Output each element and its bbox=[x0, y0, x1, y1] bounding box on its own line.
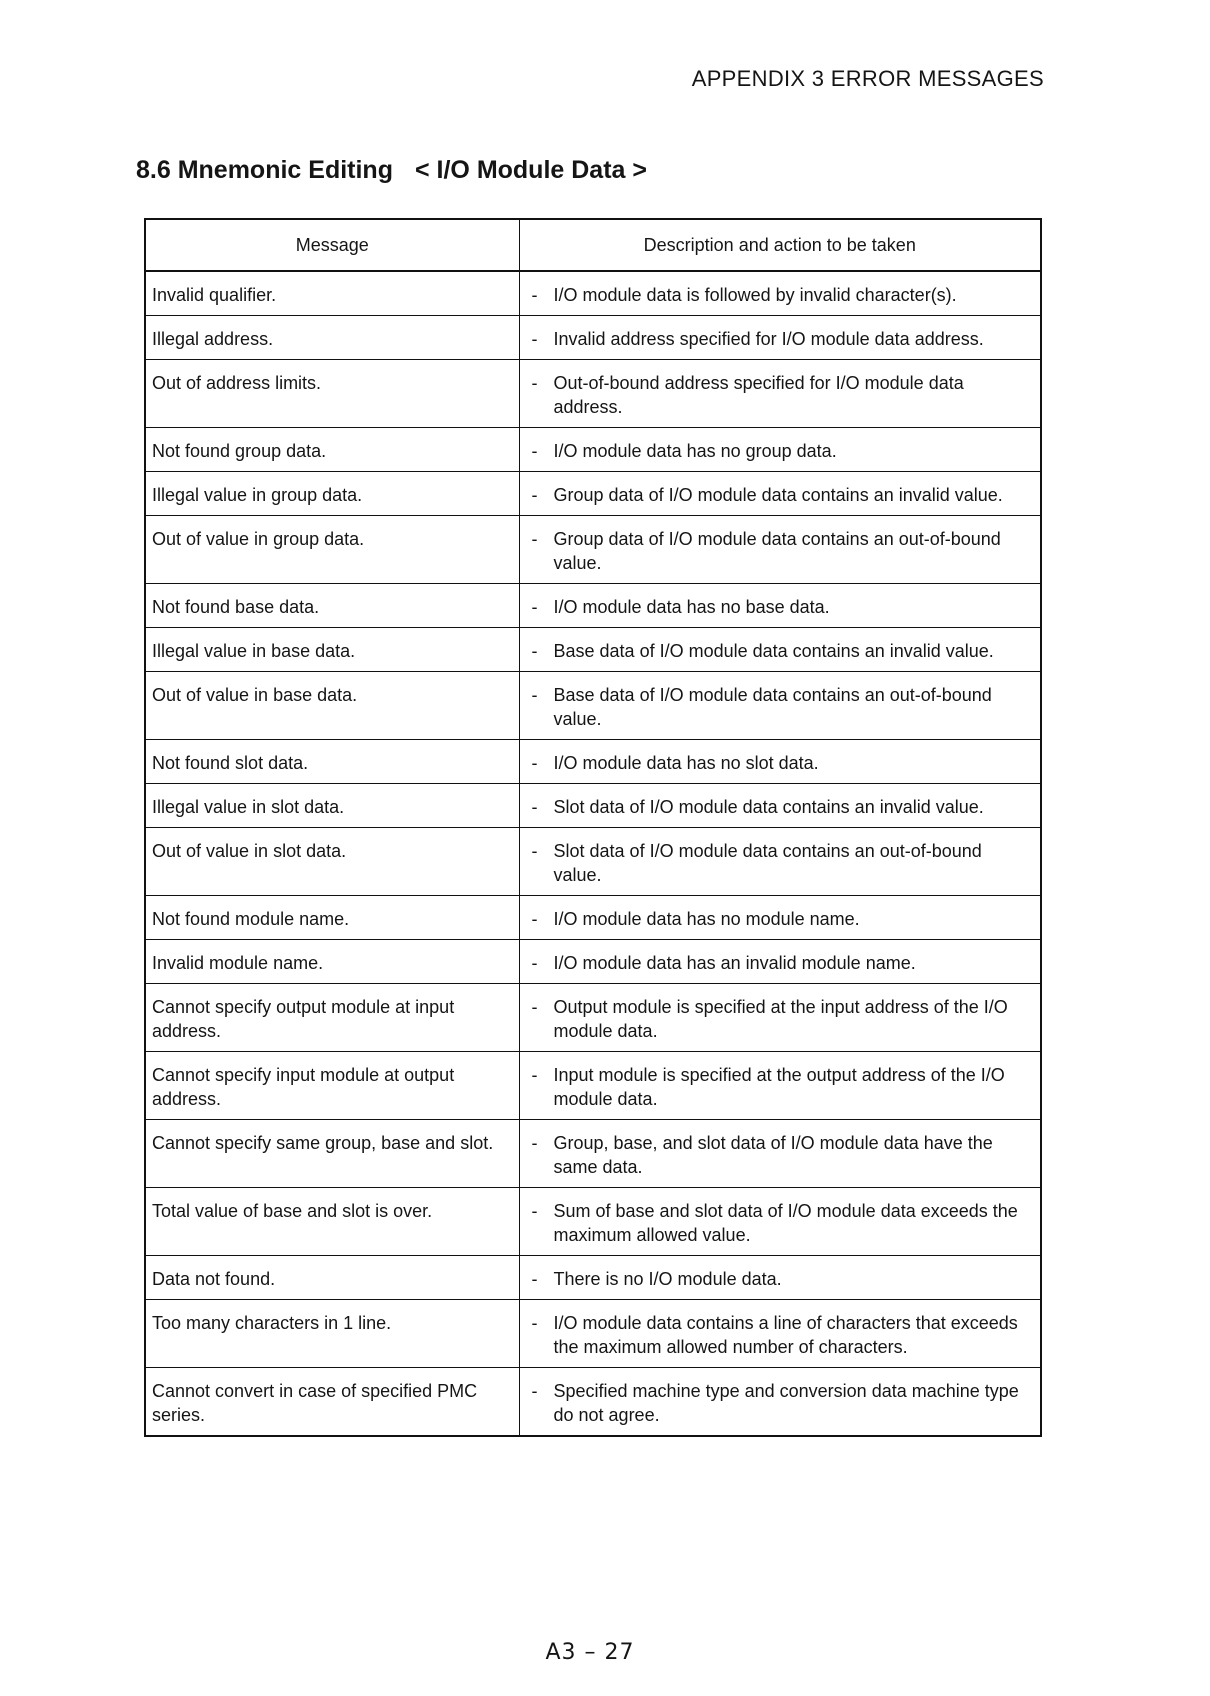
dash-bullet: - bbox=[531, 797, 538, 817]
description-text: Base data of I/O module data contains an invalid value. bbox=[553, 641, 994, 661]
description-text: Group data of I/O module data contains an invalid value. bbox=[553, 485, 1003, 505]
description-content bbox=[532, 283, 1029, 307]
dash-bullet: - bbox=[531, 1065, 538, 1085]
description-cell bbox=[519, 896, 1041, 940]
dash-bullet: - bbox=[531, 841, 538, 861]
dash-bullet: - bbox=[531, 753, 538, 773]
description-text: Sum of base and slot data of I/O module data exceeds the maximum allowed value. bbox=[553, 1201, 1018, 1245]
description-text: I/O module data has no module name. bbox=[553, 909, 860, 929]
dash-bullet: - bbox=[531, 285, 538, 305]
column-header-message: Message bbox=[145, 219, 519, 271]
description-content bbox=[532, 751, 1029, 775]
table-row bbox=[145, 672, 1041, 740]
description-cell bbox=[519, 1188, 1041, 1256]
description-text: I/O module data contains a line of characters that exceeds the maximum allowed number of characters. bbox=[553, 1313, 1018, 1357]
table-row bbox=[145, 896, 1041, 940]
error-message-cell: Illegal value in group data. bbox=[145, 472, 519, 516]
description-content bbox=[532, 995, 1029, 1043]
table-row bbox=[145, 740, 1041, 784]
description-text: Slot data of I/O module data contains an out-of-bound value. bbox=[553, 841, 982, 885]
dash-bullet: - bbox=[531, 329, 538, 349]
description-content bbox=[532, 1131, 1029, 1179]
error-message-cell: Too many characters in 1 line. bbox=[145, 1300, 519, 1368]
table-body bbox=[145, 271, 1041, 1436]
table-header-row bbox=[145, 219, 1041, 271]
section-title bbox=[136, 156, 647, 185]
error-message-cell: Invalid qualifier. bbox=[145, 271, 519, 316]
description-cell bbox=[519, 984, 1041, 1052]
description-cell bbox=[519, 516, 1041, 584]
page-number: A3 – 27 bbox=[545, 1640, 635, 1665]
description-content bbox=[532, 371, 1029, 419]
description-text: I/O module data has an invalid module name. bbox=[553, 953, 916, 973]
table-row bbox=[145, 1300, 1041, 1368]
description-text: Input module is specified at the output address of the I/O module data. bbox=[553, 1065, 1005, 1109]
table-row bbox=[145, 1256, 1041, 1300]
description-content bbox=[532, 839, 1029, 887]
error-message-cell: Not found module name. bbox=[145, 896, 519, 940]
description-cell bbox=[519, 740, 1041, 784]
description-content bbox=[532, 595, 1029, 619]
table-row bbox=[145, 584, 1041, 628]
description-content bbox=[532, 1199, 1029, 1247]
description-cell bbox=[519, 828, 1041, 896]
description-text: I/O module data has no group data. bbox=[553, 441, 837, 461]
error-message-cell: Out of value in slot data. bbox=[145, 828, 519, 896]
table-row bbox=[145, 472, 1041, 516]
dash-bullet: - bbox=[531, 953, 538, 973]
table-row bbox=[145, 1368, 1041, 1437]
error-message-cell: Total value of base and slot is over. bbox=[145, 1188, 519, 1256]
description-text: Invalid address specified for I/O module data address. bbox=[553, 329, 984, 349]
description-text: Group data of I/O module data contains an out-of-bound value. bbox=[553, 529, 1001, 573]
description-text: Output module is specified at the input address of the I/O module data. bbox=[553, 997, 1008, 1041]
description-text: I/O module data is followed by invalid character(s). bbox=[553, 285, 957, 305]
table-row bbox=[145, 360, 1041, 428]
description-cell bbox=[519, 628, 1041, 672]
table-row bbox=[145, 628, 1041, 672]
running-header: APPENDIX 3 ERROR MESSAGES bbox=[691, 66, 1044, 91]
description-cell bbox=[519, 1300, 1041, 1368]
dash-bullet: - bbox=[531, 529, 538, 549]
description-content bbox=[532, 639, 1029, 663]
dash-bullet: - bbox=[531, 641, 538, 661]
description-cell bbox=[519, 472, 1041, 516]
dash-bullet: - bbox=[531, 1313, 538, 1333]
table-row bbox=[145, 1188, 1041, 1256]
description-content bbox=[532, 683, 1029, 731]
table-row bbox=[145, 1120, 1041, 1188]
dash-bullet: - bbox=[531, 1133, 538, 1153]
error-message-cell: Cannot specify same group, base and slot. bbox=[145, 1120, 519, 1188]
table-row bbox=[145, 428, 1041, 472]
section-heading: 8.6 Mnemonic Editing bbox=[136, 156, 393, 184]
error-message-cell: Not found base data. bbox=[145, 584, 519, 628]
error-message-cell: Cannot convert in case of specified PMC series. bbox=[145, 1368, 519, 1437]
description-text: There is no I/O module data. bbox=[553, 1269, 782, 1289]
dash-bullet: - bbox=[531, 909, 538, 929]
description-content bbox=[532, 327, 1029, 351]
description-content bbox=[532, 795, 1029, 819]
description-text: Group, base, and slot data of I/O module data have the same data. bbox=[553, 1133, 993, 1177]
error-message-cell: Illegal value in slot data. bbox=[145, 784, 519, 828]
description-text: Out-of-bound address specified for I/O module data address. bbox=[553, 373, 964, 417]
description-cell bbox=[519, 1256, 1041, 1300]
description-cell bbox=[519, 316, 1041, 360]
description-text: Slot data of I/O module data contains an invalid value. bbox=[553, 797, 984, 817]
error-message-cell: Out of address limits. bbox=[145, 360, 519, 428]
error-message-table bbox=[144, 218, 1042, 1437]
table-row bbox=[145, 828, 1041, 896]
dash-bullet: - bbox=[531, 373, 538, 393]
description-text: I/O module data has no base data. bbox=[553, 597, 830, 617]
error-message-cell: Invalid module name. bbox=[145, 940, 519, 984]
table-row bbox=[145, 940, 1041, 984]
description-text: Specified machine type and conversion data machine type do not agree. bbox=[553, 1381, 1019, 1425]
description-content bbox=[532, 439, 1029, 463]
description-cell bbox=[519, 584, 1041, 628]
error-message-cell: Not found slot data. bbox=[145, 740, 519, 784]
table-row bbox=[145, 984, 1041, 1052]
error-message-cell: Cannot specify input module at output address. bbox=[145, 1052, 519, 1120]
table-row bbox=[145, 316, 1041, 360]
dash-bullet: - bbox=[531, 597, 538, 617]
error-message-cell: Not found group data. bbox=[145, 428, 519, 472]
dash-bullet: - bbox=[531, 1381, 538, 1401]
description-content bbox=[532, 1267, 1029, 1291]
description-cell bbox=[519, 1052, 1041, 1120]
description-text: I/O module data has no slot data. bbox=[553, 753, 819, 773]
description-cell bbox=[519, 271, 1041, 316]
description-content bbox=[532, 527, 1029, 575]
dash-bullet: - bbox=[531, 1201, 538, 1221]
dash-bullet: - bbox=[531, 997, 538, 1017]
dash-bullet: - bbox=[531, 1269, 538, 1289]
description-content bbox=[532, 1379, 1029, 1427]
description-cell bbox=[519, 428, 1041, 472]
table-row bbox=[145, 784, 1041, 828]
section-subtitle: < I/O Module Data > bbox=[414, 156, 647, 184]
dash-bullet: - bbox=[531, 441, 538, 461]
description-content bbox=[532, 483, 1029, 507]
description-cell bbox=[519, 1368, 1041, 1437]
description-cell bbox=[519, 1120, 1041, 1188]
dash-bullet: - bbox=[531, 685, 538, 705]
dash-bullet: - bbox=[531, 485, 538, 505]
description-content bbox=[532, 1063, 1029, 1111]
error-message-cell: Out of value in group data. bbox=[145, 516, 519, 584]
table-row bbox=[145, 271, 1041, 316]
description-content bbox=[532, 951, 1029, 975]
description-content bbox=[532, 907, 1029, 931]
description-content bbox=[532, 1311, 1029, 1359]
description-text: Base data of I/O module data contains an out-of-bound value. bbox=[553, 685, 992, 729]
error-message-cell: Illegal address. bbox=[145, 316, 519, 360]
error-message-cell: Data not found. bbox=[145, 1256, 519, 1300]
table-row bbox=[145, 516, 1041, 584]
description-cell bbox=[519, 940, 1041, 984]
column-header-description: Description and action to be taken bbox=[519, 219, 1041, 271]
description-cell bbox=[519, 672, 1041, 740]
description-cell bbox=[519, 784, 1041, 828]
error-message-cell: Out of value in base data. bbox=[145, 672, 519, 740]
error-message-cell: Illegal value in base data. bbox=[145, 628, 519, 672]
error-message-cell: Cannot specify output module at input address. bbox=[145, 984, 519, 1052]
description-cell bbox=[519, 360, 1041, 428]
table-row bbox=[145, 1052, 1041, 1120]
